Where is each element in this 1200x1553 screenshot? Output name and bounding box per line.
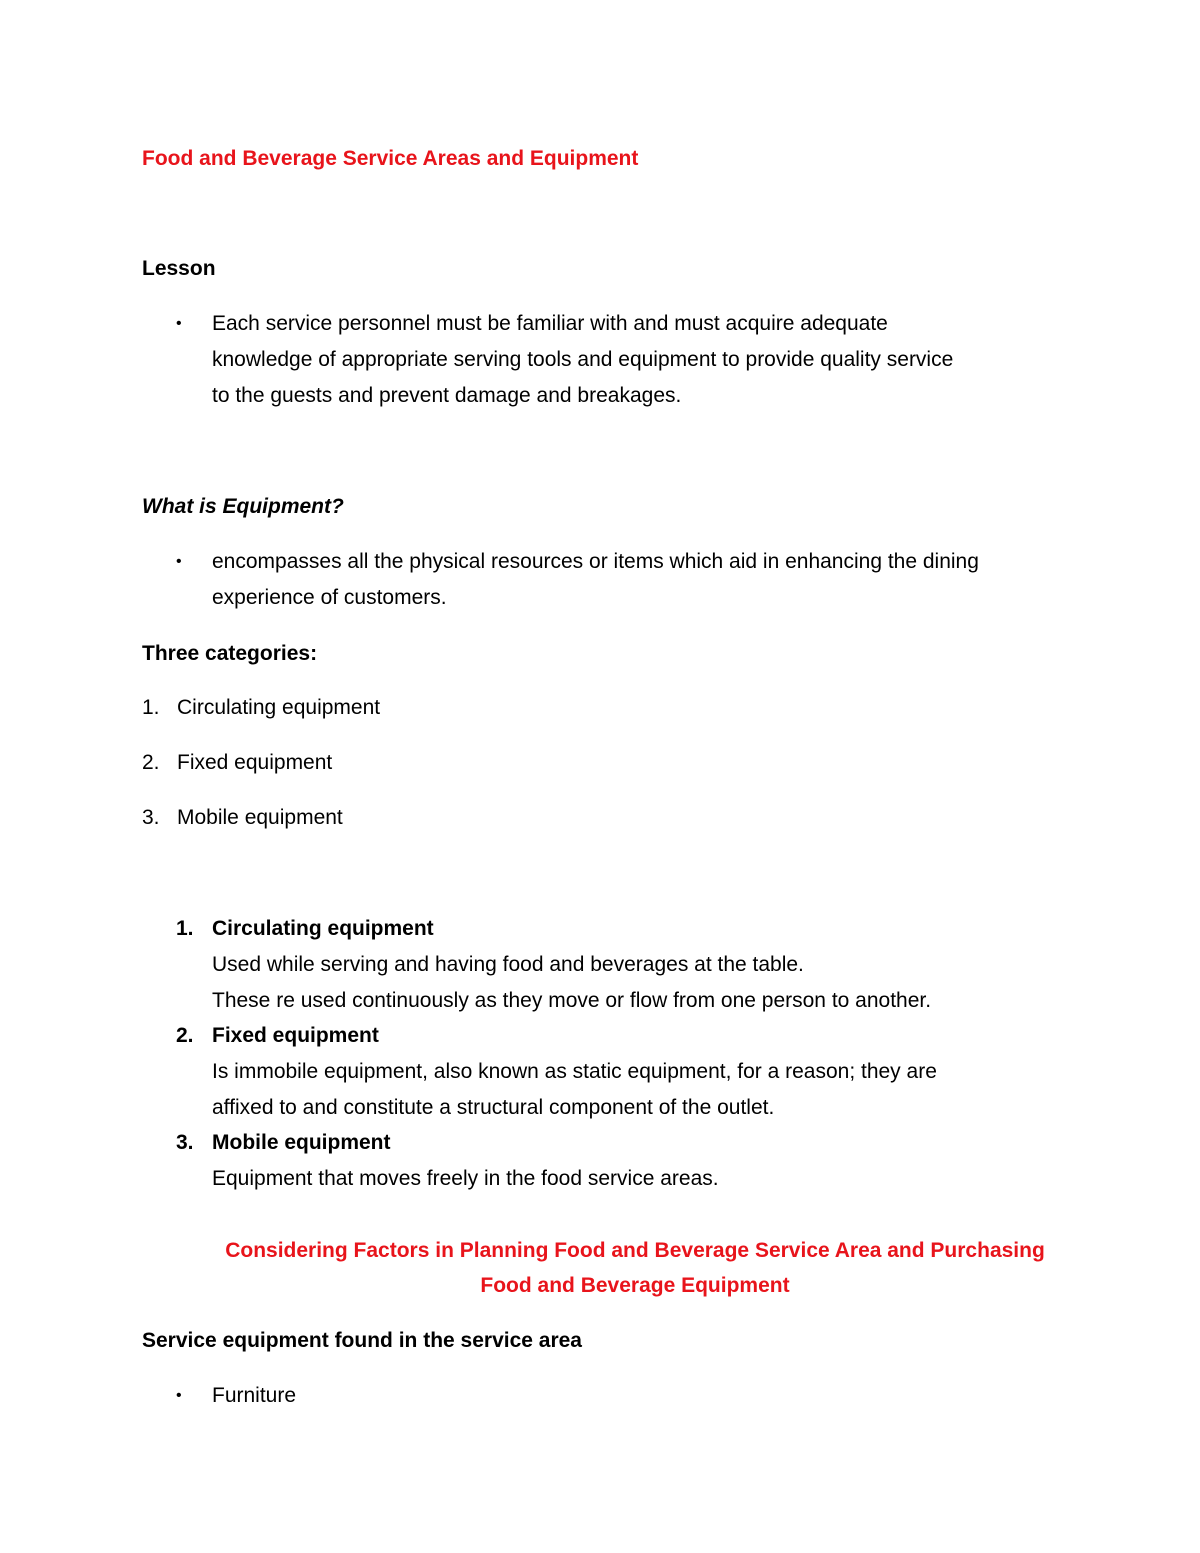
definition-term: Circulating equipment [212,917,434,940]
definition-term: Mobile equipment [212,1131,391,1154]
three-categories-heading: Three categories: [142,642,318,665]
category-item: Mobile equipment [177,806,343,829]
lesson-text-line: Each service personnel must be familiar with and must acquire adequate [212,312,888,335]
document-title: Food and Beverage Service Areas and Equipment [142,147,639,170]
bullet-icon: • [176,553,182,570]
definition-line: These re used continuously as they move or flow from one person to another. [212,989,932,1012]
list-number: 1. [176,917,194,940]
list-number: 1. [142,696,160,719]
definition-line: affixed to and constitute a structural component of the outlet. [212,1096,775,1119]
list-number: 2. [142,751,160,774]
list-number: 3. [176,1131,194,1154]
list-number: 3. [142,806,160,829]
bullet-icon: • [176,1387,182,1404]
definition-line: Is immobile equipment, also known as static equipment, for a reason; they are [212,1060,937,1083]
service-equipment-heading: Service equipment found in the service area [142,1329,582,1352]
list-item: Furniture [212,1384,297,1407]
section-title-line: Considering Factors in Planning Food and Beverage Service Area and Purchasing [225,1239,1045,1262]
bullet-icon: • [176,315,182,332]
definition-line: Used while serving and having food and beverages at the table. [212,953,804,976]
definition-line: Equipment that moves freely in the food service areas. [212,1167,719,1190]
definition-term: Fixed equipment [212,1024,379,1047]
definition-text-line: encompasses all the physical resources or items which aid in enhancing the dining [212,550,979,573]
lesson-text-line: to the guests and prevent damage and breakages. [212,384,682,407]
category-item: Fixed equipment [177,751,333,774]
lesson-heading: Lesson [142,257,216,280]
definition-text-line: experience of customers. [212,586,447,609]
lesson-text-line: knowledge of appropriate serving tools and equipment to provide quality service [212,348,954,371]
list-number: 2. [176,1024,194,1047]
category-item: Circulating equipment [177,696,381,719]
section-title-line: Food and Beverage Equipment [480,1274,790,1297]
what-is-equipment-heading: What is Equipment? [142,495,344,518]
